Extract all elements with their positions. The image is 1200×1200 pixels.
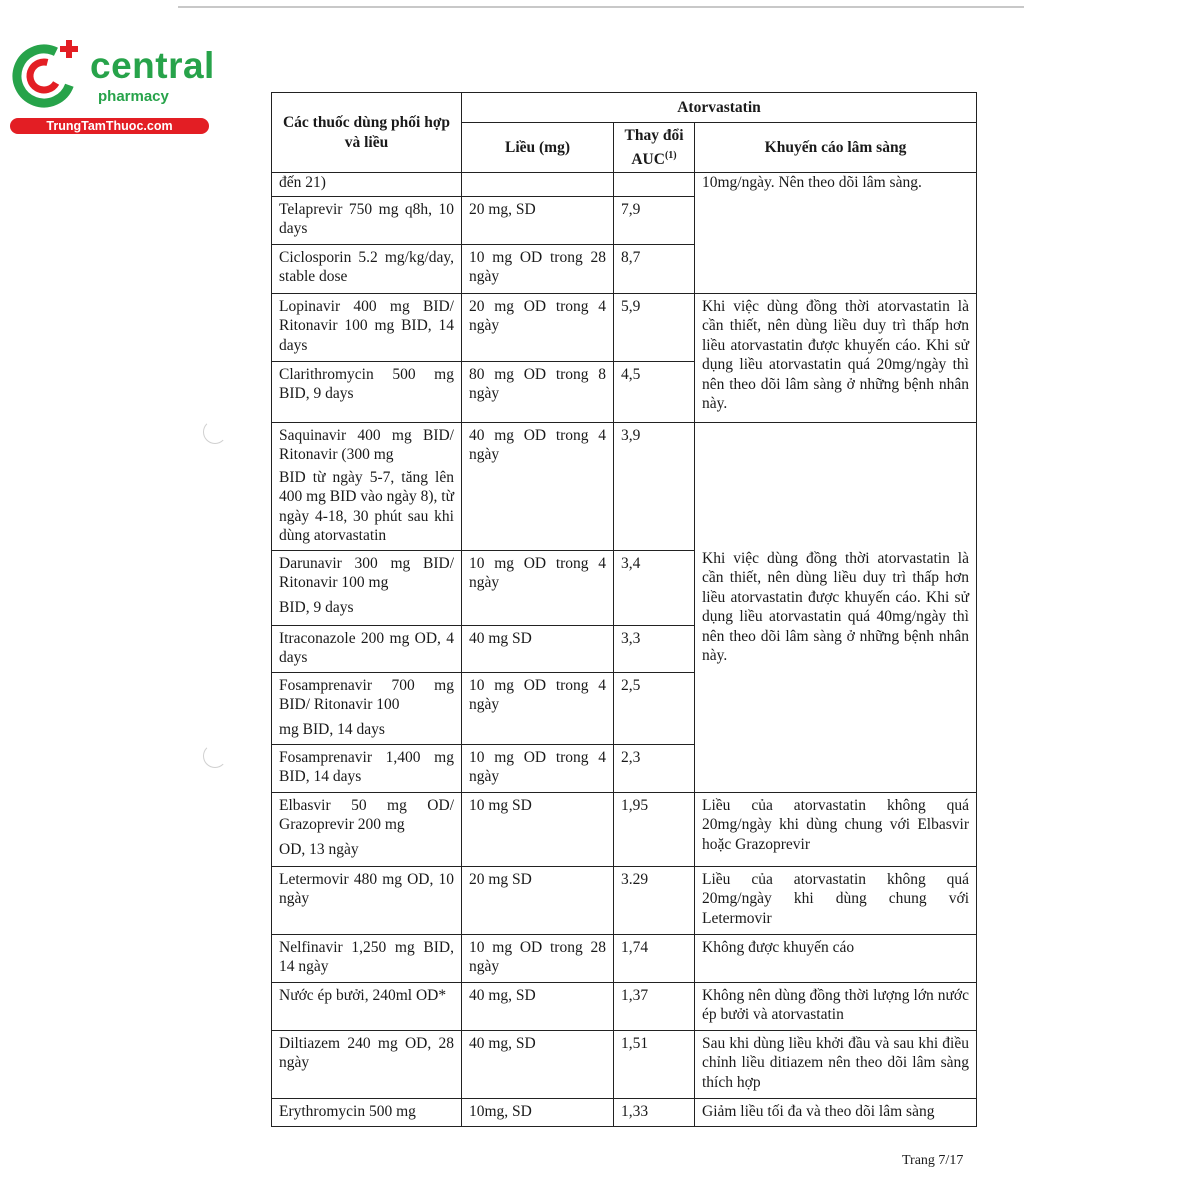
recommendation-cell: Sau khi dùng liều khởi đầu và sau khi điều chỉnh liều ditiazem nên theo dõi lâm sàng thích hợp: [695, 1030, 977, 1098]
auc-cell: 2,5: [614, 672, 695, 744]
pharmacy-logo-icon: [10, 38, 84, 112]
dose-cell: 10 mg SD: [462, 792, 614, 866]
recommendation-cell: Liều của atorvastatin không quá 20mg/ngày khi dùng chung với Letermovir: [695, 866, 977, 934]
drug-cell: Diltiazem 240 mg OD, 28 ngày: [272, 1030, 462, 1098]
header-clinical-recommendation: Khuyến cáo lâm sàng: [695, 123, 977, 173]
brand-subtitle: pharmacy: [98, 88, 169, 105]
table-row: [272, 792, 977, 866]
drug-cell: [272, 422, 462, 550]
drug-cell: Ciclosporin 5.2 mg/kg/day, stable dose: [272, 244, 462, 293]
table-row: [272, 866, 977, 934]
auc-cell: 3,3: [614, 625, 695, 672]
auc-cell: 4,5: [614, 361, 695, 422]
drug-cell: Lopinavir 400 mg BID/ Ritonavir 100 mg BID, 14 days: [272, 293, 462, 361]
drug-cell: [272, 672, 462, 744]
drug-cell: Clarithromycin 500 mg BID, 9 days: [272, 361, 462, 422]
auc-cell: 3.29: [614, 866, 695, 934]
drug-regimen: BID từ ngày 5-7, tăng lên 400 mg BID vào ngày 8), từ ngày 4-18, 30 phút sau khi dùng atorvastatin: [279, 468, 455, 545]
drug-cell: Nước ép bưởi, 240ml OD*: [272, 982, 462, 1030]
dose-cell: 10 mg OD trong 4 ngày: [462, 550, 614, 625]
website-banner: TrungTamThuoc.com: [10, 118, 209, 134]
recommendation-cell: Liều của atorvastatin không quá 20mg/ngày khi dùng chung với Elbasvir hoặc Grazoprevir: [695, 792, 977, 866]
dose-cell: 20 mg SD: [462, 866, 614, 934]
dose-cell: 40 mg, SD: [462, 982, 614, 1030]
auc-cell: 5,9: [614, 293, 695, 361]
punch-hole-mark: [203, 744, 227, 768]
drug-name: Fosamprenavir 700 mg BID/ Ritonavir 100: [279, 676, 454, 714]
drug-name: Saquinavir 400 mg BID/ Ritonavir (300 mg: [279, 426, 454, 464]
table-row: [272, 173, 977, 197]
header-coadministered-drugs: Các thuốc dùng phối hợp và liều: [272, 93, 462, 173]
auc-cell: 7,9: [614, 196, 695, 244]
dose-cell: 40 mg OD trong 4 ngày: [462, 422, 614, 550]
punch-hole-mark: [203, 420, 227, 444]
brand-name: central: [90, 45, 215, 86]
recommendation-cell: Giảm liều tối đa và theo dõi lâm sàng: [695, 1098, 977, 1126]
drug-name: Elbasvir 50 mg OD/ Grazoprevir 200 mg: [279, 796, 454, 834]
auc-cell: 1,74: [614, 934, 695, 982]
auc-cell: 1,37: [614, 982, 695, 1030]
auc-cell: 3,9: [614, 422, 695, 550]
header-auc-footnote: (1): [664, 149, 677, 161]
recommendation-cell: 10mg/ngày. Nên theo dõi lâm sàng.: [695, 173, 977, 294]
auc-cell: 2,3: [614, 744, 695, 792]
central-pharmacy-logo: [10, 38, 220, 138]
recommendation-cell: Khi việc dùng đồng thời atorvastatin là cần thiết, nên dùng liều duy trì thấp hơn liều atorvastatin được khuyến cáo. Khi sử dụng liều atorvastatin quá 20mg/ngày thì nên theo dõi lâm sàng ở những bệnh nhân này.: [695, 293, 977, 422]
table-row: [272, 1030, 977, 1098]
drug-cell: Itraconazole 200 mg OD, 4 days: [272, 625, 462, 672]
table-row: [272, 934, 977, 982]
drug-cell: Letermovir 480 mg OD, 10 ngày: [272, 866, 462, 934]
auc-cell: 8,7: [614, 244, 695, 293]
dose-cell: 10 mg OD trong 4 ngày: [462, 672, 614, 744]
drug-cell: đến 21): [272, 173, 462, 197]
drug-cell: [272, 550, 462, 625]
drug-regimen: mg BID, 14 days: [279, 720, 385, 738]
dose-cell: 20 mg, SD: [462, 196, 614, 244]
dose-cell: 10 mg OD trong 28 ngày: [462, 244, 614, 293]
dose-cell: 40 mg, SD: [462, 1030, 614, 1098]
drug-cell: [272, 792, 462, 866]
drug-name: Darunavir 300 mg BID/ Ritonavir 100 mg: [279, 554, 454, 592]
table-row: [272, 1098, 977, 1126]
dose-cell: 10mg, SD: [462, 1098, 614, 1126]
dose-cell: [462, 173, 614, 197]
table-row: [272, 422, 977, 550]
header-atorvastatin: Atorvastatin: [462, 93, 977, 123]
auc-cell: 3,4: [614, 550, 695, 625]
drug-cell: Nelfinavir 1,250 mg BID, 14 ngày: [272, 934, 462, 982]
drug-cell: Telaprevir 750 mg q8h, 10 days: [272, 196, 462, 244]
drug-cell: Erythromycin 500 mg: [272, 1098, 462, 1126]
top-rule: [178, 6, 1024, 8]
dose-cell: 40 mg SD: [462, 625, 614, 672]
dose-cell: 80 mg OD trong 8 ngày: [462, 361, 614, 422]
dose-cell: 10 mg OD trong 4 ngày: [462, 744, 614, 792]
page-number: Trang 7/17: [902, 1153, 964, 1168]
header-auc-label: Thay đổi AUC: [624, 127, 684, 168]
drug-regimen: BID, 9 days: [279, 598, 354, 616]
auc-cell: 1,95: [614, 792, 695, 866]
auc-cell: 1,51: [614, 1030, 695, 1098]
auc-cell: 1,33: [614, 1098, 695, 1126]
header-dose: Liều (mg): [462, 123, 614, 173]
dose-cell: 20 mg OD trong 4 ngày: [462, 293, 614, 361]
table-row: [272, 982, 977, 1030]
recommendation-cell: Không được khuyến cáo: [695, 934, 977, 982]
drug-cell: Fosamprenavir 1,400 mg BID, 14 days: [272, 744, 462, 792]
auc-cell: [614, 173, 695, 197]
dose-cell: 10 mg OD trong 28 ngày: [462, 934, 614, 982]
recommendation-cell: Không nên dùng đồng thời lượng lớn nước ép bưởi và atorvastatin: [695, 982, 977, 1030]
header-auc-change: [614, 123, 695, 173]
drug-interaction-table: [271, 92, 977, 1127]
drug-regimen: OD, 13 ngày: [279, 840, 359, 858]
recommendation-cell: Khi việc dùng đồng thời atorvastatin là cần thiết, nên dùng liều duy trì thấp hơn liều atorvastatin được khuyến cáo. Khi sử dụng liều atorvastatin quá 40mg/ngày thì nên theo dõi lâm sàng ở những bệnh nhân này.: [695, 422, 977, 792]
table-row: [272, 293, 977, 361]
